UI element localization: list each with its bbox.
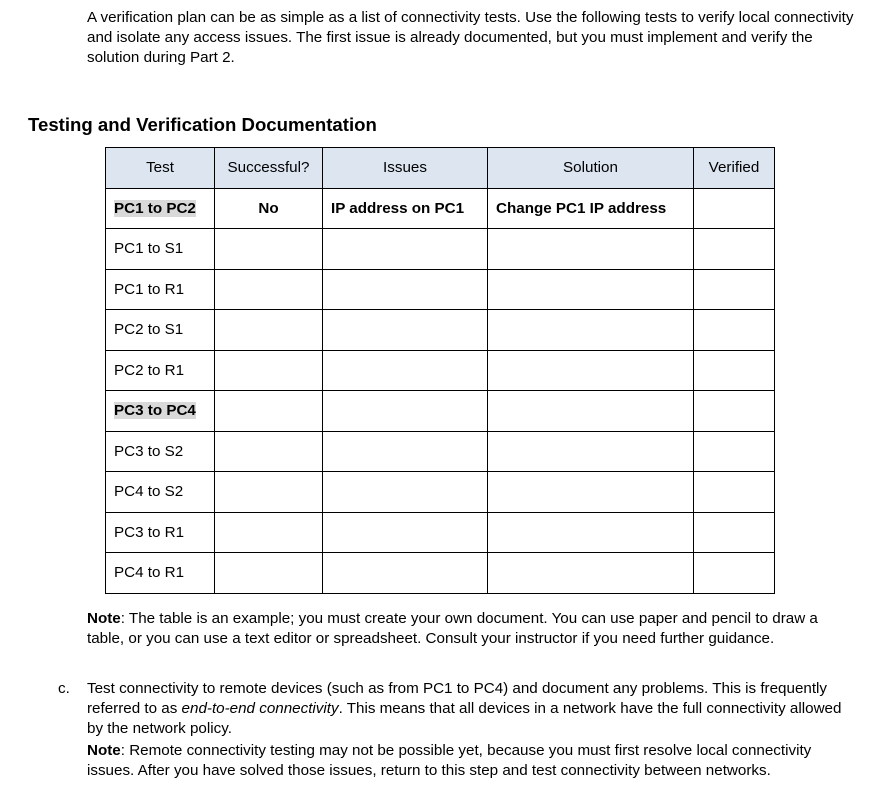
successful-cell xyxy=(215,472,323,513)
note-label: Note xyxy=(87,742,121,759)
solution-cell xyxy=(488,391,694,432)
verified-cell xyxy=(694,512,775,553)
verification-table xyxy=(105,147,775,594)
table-row xyxy=(106,391,775,432)
test-cell: PC3 to S2 xyxy=(106,431,215,472)
table-row xyxy=(106,553,775,594)
issues-cell xyxy=(323,553,488,594)
successful-cell xyxy=(215,553,323,594)
test-cell xyxy=(106,391,215,432)
issues-cell xyxy=(323,229,488,270)
header-successful: Successful? xyxy=(215,148,323,189)
issues-cell xyxy=(323,310,488,351)
table-row xyxy=(106,229,775,270)
solution-cell xyxy=(488,350,694,391)
test-cell: PC1 to S1 xyxy=(106,229,215,270)
successful-cell xyxy=(215,431,323,472)
successful-cell xyxy=(215,512,323,553)
note-table-example xyxy=(87,609,855,649)
successful-cell xyxy=(215,310,323,351)
issues-cell xyxy=(323,472,488,513)
note-text: : The table is an example; you must create your own document. You can use paper and pencil to draw a table, or you can use a text editor or spreadsheet. Consult your instructor if you need further guidance. xyxy=(87,610,818,648)
header-solution: Solution xyxy=(488,148,694,189)
highlighted-test-label: PC1 to PC2 xyxy=(114,199,196,217)
solution-cell xyxy=(488,512,694,553)
verified-cell xyxy=(694,350,775,391)
issues-cell xyxy=(323,512,488,553)
verified-cell xyxy=(694,269,775,310)
solution-cell xyxy=(488,472,694,513)
intro-paragraph: A verification plan can be as simple as a list of connectivity tests. Use the following tests to verify local connectivity and isolate any access issues. The first issue is already documented, but you must implement and verify the solution during Part 2. xyxy=(87,9,854,67)
test-cell: PC2 to R1 xyxy=(106,350,215,391)
note-remote-testing xyxy=(87,741,855,781)
test-cell xyxy=(106,188,215,229)
successful-cell xyxy=(215,229,323,270)
verified-cell xyxy=(694,431,775,472)
issues-cell xyxy=(323,350,488,391)
issues-cell xyxy=(323,391,488,432)
table-row xyxy=(106,269,775,310)
verified-cell xyxy=(694,310,775,351)
solution-cell xyxy=(488,269,694,310)
highlighted-test-label: PC3 to PC4 xyxy=(114,402,196,420)
solution-cell: Change PC1 IP address xyxy=(488,188,694,229)
table-row xyxy=(106,431,775,472)
issues-cell xyxy=(323,431,488,472)
successful-cell xyxy=(215,391,323,432)
solution-cell xyxy=(488,553,694,594)
step-c-text-before: Test connectivity to remote devices (such as from PC1 to PC4) and document any problems. This is frequently referred to as xyxy=(87,680,828,718)
test-cell: PC3 to R1 xyxy=(106,512,215,553)
table-header-row xyxy=(106,148,775,189)
verified-cell xyxy=(694,553,775,594)
test-cell: PC2 to S1 xyxy=(106,310,215,351)
solution-cell xyxy=(488,229,694,270)
table-row xyxy=(106,512,775,553)
verified-cell xyxy=(694,229,775,270)
table-row xyxy=(106,350,775,391)
solution-cell xyxy=(488,431,694,472)
verified-cell xyxy=(694,188,775,229)
test-cell: PC4 to R1 xyxy=(106,553,215,594)
table-row xyxy=(106,310,775,351)
step-c-text-after: . This means that all devices in a network have the full connectivity allowed by the network policy. xyxy=(87,700,842,738)
header-verified: Verified xyxy=(694,148,775,189)
header-issues: Issues xyxy=(323,148,488,189)
verified-cell xyxy=(694,391,775,432)
solution-cell xyxy=(488,310,694,351)
test-cell: PC1 to R1 xyxy=(106,269,215,310)
note-label: Note xyxy=(87,610,121,627)
verified-cell xyxy=(694,472,775,513)
note-text: : Remote connectivity testing may not be possible yet, because you must first resolve local connectivity issues. After you have solved those issues, return to this step and test connectivity between networks. xyxy=(87,742,812,780)
test-cell: PC4 to S2 xyxy=(106,472,215,513)
successful-cell xyxy=(215,350,323,391)
successful-cell: No xyxy=(215,188,323,229)
step-c-italic-term: end-to-end connectivity xyxy=(181,700,339,718)
issues-cell: IP address on PC1 xyxy=(323,188,488,229)
step-c-marker: c. xyxy=(58,680,70,697)
section-heading: Testing and Verification Documentation xyxy=(28,114,377,135)
table-row xyxy=(106,188,775,229)
table-row xyxy=(106,472,775,513)
step-c-paragraph xyxy=(87,679,855,740)
issues-cell xyxy=(323,269,488,310)
header-test: Test xyxy=(106,148,215,189)
successful-cell xyxy=(215,269,323,310)
